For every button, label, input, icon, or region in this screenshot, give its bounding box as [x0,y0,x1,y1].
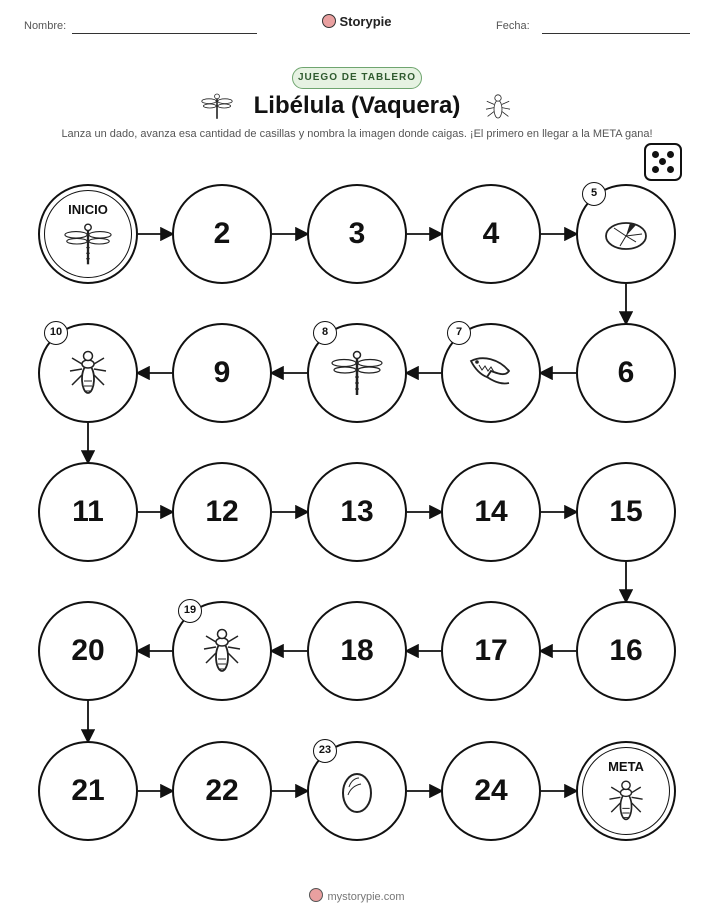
space-number: 22 [205,774,239,807]
instructions: Lanza un dado, avanza esa cantidad de casillas y nombra la imagen donde caigas. ¡El primero en llegar a la META gana! [61,128,653,140]
board-space-9 [172,323,272,423]
board-space-16 [576,601,676,701]
space-number: 20 [71,634,105,667]
space-number: 4 [482,217,500,250]
board-space-12 [172,462,272,562]
footer-url: mystorypie.com [327,891,405,903]
space-number: 2 [213,217,231,250]
space-number: 17 [474,634,508,667]
finish-label: META [608,759,644,774]
space-number: 12 [205,495,239,528]
space-number-badge: 19 [178,599,202,623]
space-number-badge: 5 [582,182,606,206]
space-number-badge: 10 [44,321,68,345]
nymph-icon [196,625,248,677]
brand-name: Storypie [339,14,392,29]
board-space-14 [441,462,541,562]
board-space-13 [307,462,407,562]
board-space-21 [38,741,138,841]
space-number-badge: 8 [313,321,337,345]
board-space-20 [38,601,138,701]
space-number: 14 [474,495,508,528]
mandible-icon [465,347,517,399]
board-space-4 [441,184,541,284]
page-title: Libélula (Vaquera) [253,92,461,119]
space-number: 11 [72,495,104,528]
finish-space [576,741,676,841]
name-label: Nombre: [24,20,67,32]
board-space-11 [38,462,138,562]
space-number: 13 [340,495,374,528]
space-number: 21 [71,774,105,807]
board-space-2 [172,184,272,284]
lily-pad-icon [600,208,652,260]
board-space-24 [441,741,541,841]
space-number: 3 [348,217,366,250]
board-space-15 [576,462,676,562]
board-space-6 [576,323,676,423]
space-number: 24 [474,774,508,807]
nymph-icon [602,777,650,825]
nymph-icon [62,347,114,399]
board-space-18 [307,601,407,701]
board-space-22 [172,741,272,841]
dragonfly-icon [64,220,112,268]
space-number: 6 [617,356,635,389]
game-type-badge: JUEGO DE TABLERO [292,67,422,89]
space-number-badge: 23 [313,739,337,763]
space-number: 18 [340,634,374,667]
space-number: 16 [609,634,643,667]
space-number: 9 [213,356,231,389]
storypie-logo-icon [309,888,323,902]
egg-icon [331,765,383,817]
start-label: INICIO [68,202,108,217]
board-space-17 [441,601,541,701]
space-number-badge: 7 [447,321,471,345]
space-number: 15 [609,495,643,528]
board-space-3 [307,184,407,284]
footer [0,888,714,903]
dragonfly-icon [331,347,383,399]
date-label: Fecha: [496,20,530,32]
start-space [38,184,138,284]
